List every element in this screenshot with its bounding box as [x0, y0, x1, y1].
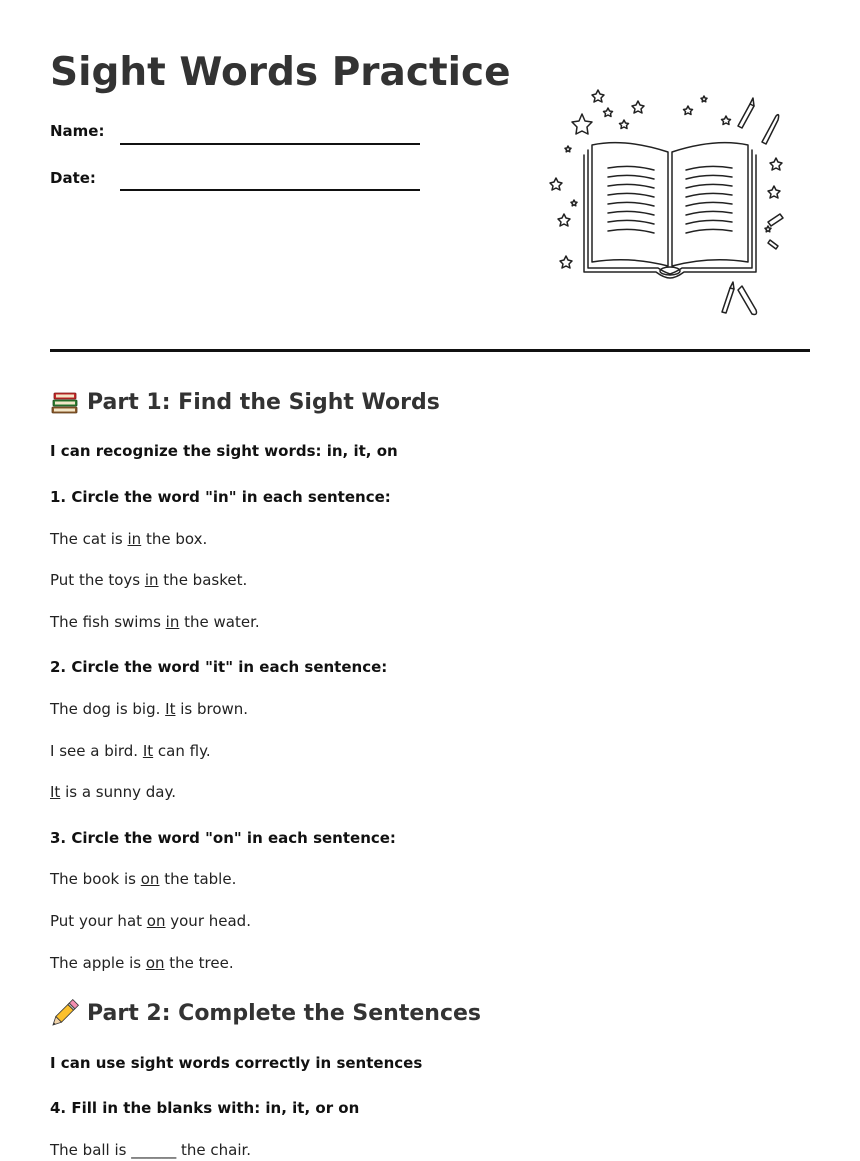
open-book-illustration-icon [540, 80, 800, 320]
sentence: Put the toys in the basket. [50, 571, 248, 589]
books-icon [50, 388, 80, 416]
question-2-prompt: 2. Circle the word "it" in each sentence: [50, 658, 388, 676]
sight-word[interactable]: on [145, 954, 165, 972]
question-4-prompt: 4. Fill in the blanks with: in, it, or on [50, 1099, 360, 1117]
sight-word[interactable]: in [127, 530, 142, 548]
sentence: The book is on the table. [50, 870, 237, 888]
page-title: Sight Words Practice [50, 50, 511, 95]
sentence: The apple is on the tree. [50, 954, 234, 972]
sight-word[interactable]: in [165, 613, 180, 631]
sight-word[interactable]: It [142, 742, 154, 760]
section-divider [50, 349, 810, 352]
question-3-prompt: 3. Circle the word "on" in each sentence: [50, 829, 396, 847]
sight-word[interactable]: on [146, 912, 166, 930]
date-label: Date: [50, 169, 96, 187]
fill-blank-sentence: The ball is ______ the chair. [50, 1141, 252, 1159]
part1-goal: I can recognize the sight words: in, it, on [50, 442, 398, 460]
sight-word[interactable]: It [50, 783, 61, 801]
part1-heading [50, 388, 440, 416]
sight-word[interactable]: on [140, 870, 160, 888]
pencil-icon [50, 999, 80, 1027]
name-field[interactable] [120, 143, 420, 145]
sentence: Put your hat on your head. [50, 912, 251, 930]
name-label: Name: [50, 122, 105, 140]
sentence: The dog is big. It is brown. [50, 700, 249, 718]
sentence: The cat is in the box. [50, 530, 208, 548]
part2-heading [50, 999, 481, 1027]
sight-word[interactable]: It [165, 700, 176, 718]
question-1-prompt: 1. Circle the word "in" in each sentence: [50, 488, 391, 506]
sentence: It is a sunny day. [50, 783, 176, 801]
part1-heading-text: Part 1: Find the Sight Words [87, 389, 440, 415]
sentence: I see a bird. It can fly. [50, 742, 211, 760]
part2-goal: I can use sight words correctly in sentences [50, 1054, 423, 1072]
part2-heading-text: Part 2: Complete the Sentences [87, 1000, 482, 1026]
date-field[interactable] [120, 189, 420, 191]
sentence: The fish swims in the water. [50, 613, 260, 631]
sight-word[interactable]: in [144, 571, 159, 589]
